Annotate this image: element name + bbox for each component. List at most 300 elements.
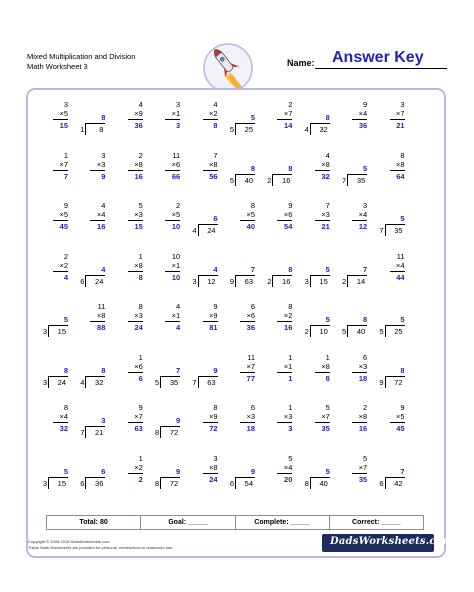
factor-b: 3	[325, 210, 330, 219]
factor-b: 4	[288, 462, 293, 472]
answer-value: 18	[358, 373, 368, 383]
divisor: 3	[42, 478, 47, 488]
answer-value: 7	[363, 264, 368, 274]
operator-symbol: ×	[321, 412, 326, 421]
factor-b-row	[321, 160, 330, 169]
factor-b-row	[359, 362, 368, 371]
answer-bar	[277, 220, 292, 221]
answer-value: 6	[101, 466, 106, 476]
answer-bar	[277, 372, 292, 373]
divisor: 2	[304, 327, 309, 336]
multiplication-problem	[369, 250, 405, 292]
dividend: 72	[394, 377, 403, 387]
factor-a: 7	[325, 201, 330, 210]
answer-value: 45	[396, 424, 405, 433]
multiplication-problem	[144, 300, 180, 342]
answer-value: 8	[101, 365, 106, 375]
answer-bar	[53, 220, 68, 221]
factor-b-row	[321, 412, 330, 421]
factor-b-row	[59, 412, 68, 421]
divisor: 6	[80, 276, 85, 286]
factor-b: 1	[176, 109, 181, 118]
factor-b: 1	[288, 361, 293, 371]
factor-b-row	[97, 160, 106, 169]
answer-key-label: Answer Key	[332, 49, 424, 66]
operator-symbol: ×	[283, 210, 289, 219]
factor-b: 7	[250, 361, 255, 371]
factor-a: 4	[325, 150, 330, 160]
answer-value: 4	[176, 323, 181, 332]
division-problem	[294, 250, 330, 292]
factor-b-row	[97, 210, 106, 219]
answer-value: 63	[134, 424, 143, 433]
answer-value: 77	[246, 373, 255, 383]
dividend: 12	[207, 276, 216, 286]
dividend: 8	[99, 125, 104, 134]
factor-b-row	[209, 160, 218, 169]
factor-b: 8	[325, 159, 330, 169]
factor-b-row	[134, 311, 143, 320]
operator-symbol: ×	[246, 311, 251, 320]
operator-symbol: ×	[134, 109, 139, 118]
factor-b-row	[134, 362, 143, 371]
division-problem	[182, 250, 218, 292]
answer-value: 20	[284, 474, 293, 484]
answer-value: 8	[213, 121, 218, 130]
multiplication-problem	[369, 98, 405, 140]
factor-b-row	[284, 311, 293, 320]
answer-value: 8	[325, 113, 330, 122]
total-cell: Total: 80	[47, 516, 141, 529]
division-problem	[219, 149, 255, 191]
dividend: 10	[319, 327, 328, 336]
factor-a: 8	[250, 201, 255, 210]
multiplication-problem	[182, 401, 218, 443]
answer-value: 35	[358, 474, 368, 484]
answer-value: 2	[138, 474, 143, 484]
answer-value: 44	[396, 272, 405, 282]
answer-value: 1	[288, 373, 293, 383]
division-problem	[219, 452, 255, 494]
multiplication-problem	[32, 401, 68, 443]
answer-value: 24	[134, 323, 143, 332]
division-problem	[369, 351, 405, 393]
correct-cell[interactable]: Correct: _____	[352, 519, 401, 526]
dividend: 14	[356, 276, 366, 286]
answer-value: 15	[59, 121, 68, 130]
answer-bar	[165, 271, 180, 272]
factor-a: 5	[363, 453, 368, 463]
factor-a: 2	[288, 100, 293, 109]
site-logo	[322, 534, 454, 552]
answer-value: 15	[134, 222, 143, 231]
dividend: 24	[57, 377, 66, 387]
factor-a: 1	[138, 352, 143, 362]
operator-symbol: ×	[396, 260, 401, 270]
answer-value: 36	[134, 121, 143, 130]
divisor: 1	[80, 125, 85, 134]
answer-value: 66	[171, 171, 181, 181]
name-field-line[interactable]	[315, 68, 447, 69]
factor-b: 7	[288, 109, 293, 118]
operator-symbol: ×	[209, 311, 214, 320]
operator-symbol: ×	[396, 412, 401, 421]
multiplication-problem	[256, 401, 292, 443]
divisor: 4	[80, 377, 85, 387]
factor-b-row	[59, 109, 68, 118]
division-problem	[182, 351, 218, 393]
division-problem	[69, 250, 105, 292]
answer-value: 9	[101, 171, 106, 181]
factor-b-row	[59, 210, 68, 219]
divisor: 3	[42, 377, 47, 387]
divisor: 8	[155, 428, 160, 437]
factor-b: 4	[400, 260, 405, 270]
answer-bar	[128, 271, 143, 272]
answer-value: 7	[176, 365, 181, 375]
answer-value: 8	[250, 163, 255, 173]
multiplication-problem	[32, 250, 68, 292]
dividend: 54	[244, 478, 253, 488]
division-problem	[331, 300, 367, 342]
factor-b: 8	[138, 260, 143, 270]
operator-symbol: ×	[96, 311, 102, 320]
multiplication-problem	[107, 452, 143, 494]
divisor: 3	[42, 327, 47, 336]
division-problem	[256, 250, 292, 292]
operator-symbol: ×	[396, 109, 401, 118]
answer-value: 3	[101, 416, 106, 425]
answer-bar	[53, 119, 68, 120]
answer-bar	[277, 473, 292, 474]
answer-value: 8	[63, 365, 68, 375]
answer-value: 32	[321, 171, 330, 181]
operator-symbol: ×	[358, 462, 364, 472]
operator-symbol: ×	[246, 412, 251, 421]
factor-b: 5	[400, 412, 405, 421]
operator-symbol: ×	[209, 159, 214, 169]
answer-bar	[240, 321, 255, 322]
answer-value: 10	[171, 272, 181, 282]
factor-a: 9	[363, 100, 368, 109]
operator-symbol: ×	[134, 412, 139, 421]
division-problem	[369, 199, 405, 241]
usage-text: These Math Worksheets are provided for personal, homeschool or classroom use.	[28, 545, 174, 550]
answer-bar	[165, 220, 180, 221]
operator-symbol: ×	[283, 361, 289, 371]
factor-b-row	[172, 311, 181, 320]
factor-a: 5	[288, 453, 293, 463]
factor-b-row	[284, 109, 293, 118]
answer-value: 5	[325, 264, 330, 274]
answer-bar	[90, 220, 105, 221]
answer-value: 5	[63, 315, 68, 324]
factor-b-row	[172, 109, 181, 118]
dividend: 21	[95, 428, 104, 437]
answer-bar	[203, 170, 218, 171]
division-problem	[69, 351, 105, 393]
factor-a: 5	[325, 403, 330, 412]
factor-b-row	[209, 109, 218, 118]
factor-b: 8	[213, 159, 218, 169]
answer-value: 81	[209, 323, 218, 332]
answer-value: 8	[138, 272, 143, 282]
factor-b-row	[59, 261, 68, 270]
dividend: 15	[57, 327, 66, 336]
division-problem	[144, 351, 180, 393]
factor-b-row	[246, 412, 255, 421]
multiplication-problem	[107, 149, 143, 191]
factor-b-row	[359, 463, 368, 472]
factor-b: 7	[325, 412, 330, 421]
answer-bar	[315, 170, 330, 171]
answer-bar	[390, 271, 405, 272]
factor-a: 1	[288, 352, 293, 362]
factor-b-row	[97, 311, 106, 320]
multiplication-problem	[331, 199, 367, 241]
operator-symbol: ×	[283, 462, 289, 472]
division-problem	[32, 300, 68, 342]
divisor: 8	[304, 478, 309, 488]
factor-b-row	[321, 362, 330, 371]
worksheet-title: Mixed Multiplication and Division	[27, 52, 136, 61]
factor-b: 9	[213, 412, 218, 421]
answer-value: 9	[213, 365, 218, 375]
factor-a: 9	[400, 403, 405, 412]
operator-symbol: ×	[171, 159, 177, 169]
answer-value: 21	[396, 121, 405, 130]
answer-value: 64	[396, 171, 405, 181]
operator-symbol: ×	[283, 311, 289, 320]
factor-b-row	[284, 362, 293, 371]
dividend: 24	[207, 226, 216, 235]
answer-value: 88	[97, 323, 106, 332]
dividend: 25	[244, 125, 253, 134]
answer-value: 8	[400, 365, 405, 375]
factor-b: 3	[101, 159, 106, 169]
operator-symbol: ×	[171, 109, 177, 118]
factor-b-row	[359, 109, 368, 118]
problem-grid	[32, 98, 406, 498]
answer-value: 14	[284, 121, 293, 130]
division-problem	[369, 452, 405, 494]
factor-a: 3	[213, 453, 218, 463]
factor-b: 1	[176, 311, 181, 320]
divisor: 5	[342, 327, 347, 336]
division-problem	[294, 452, 330, 494]
answer-bar	[315, 220, 330, 221]
operator-symbol: ×	[321, 159, 326, 169]
operator-symbol: ×	[396, 159, 401, 169]
dividend: 16	[282, 276, 291, 286]
factor-a: 8	[400, 150, 405, 160]
operator-symbol: ×	[134, 260, 139, 270]
factor-a: 7	[213, 150, 218, 160]
operator-symbol: ×	[59, 109, 64, 118]
answer-value: 6	[213, 214, 218, 223]
division-problem	[182, 199, 218, 241]
dividend: 24	[95, 276, 104, 286]
answer-value: 5	[363, 163, 368, 173]
multiplication-problem	[144, 149, 180, 191]
factor-a: 9	[288, 201, 293, 210]
factor-a: 8	[138, 302, 143, 311]
answer-bar	[53, 271, 68, 272]
answer-bar	[390, 119, 405, 120]
answer-value: 3	[288, 424, 293, 433]
factor-a: 3	[63, 100, 68, 109]
operator-symbol: ×	[134, 159, 139, 169]
operator-symbol: ×	[96, 210, 102, 219]
operator-symbol: ×	[358, 361, 364, 371]
divisor: 7	[192, 377, 197, 387]
factor-b-row	[134, 210, 143, 219]
divisor: 2	[267, 276, 272, 286]
goal-cell[interactable]: Goal: _____	[141, 516, 235, 529]
answer-bar	[53, 422, 68, 423]
factor-b: 7	[63, 159, 68, 169]
answer-value: 18	[246, 424, 255, 433]
answer-value: 9	[176, 466, 181, 476]
factor-b-row	[134, 463, 143, 472]
answer-value: 7	[400, 466, 405, 476]
divisor: 9	[229, 276, 234, 286]
answer-value: 4	[63, 272, 68, 282]
answer-bar	[352, 372, 367, 373]
answer-bar	[240, 372, 255, 373]
operator-symbol: ×	[209, 412, 214, 421]
factor-a: 6	[250, 403, 255, 412]
factor-b: 2	[63, 260, 68, 270]
multiplication-problem	[331, 351, 367, 393]
multiplication-problem	[256, 300, 292, 342]
answer-value: 4	[213, 264, 218, 274]
answer-bar	[315, 372, 330, 373]
operator-symbol: ×	[358, 109, 364, 118]
division-problem	[294, 300, 330, 342]
operator-symbol: ×	[358, 210, 364, 219]
division-problem	[144, 401, 180, 443]
factor-a: 8	[213, 403, 218, 412]
dividend: 16	[282, 175, 291, 185]
copyright-text: Copyright © 2008-2018 DadsWorksheets.com	[28, 539, 110, 544]
factor-b: 8	[138, 159, 143, 169]
factor-b: 3	[288, 412, 293, 421]
division-problem	[144, 452, 180, 494]
dividend: 40	[319, 478, 328, 488]
answer-value: 8	[101, 113, 106, 122]
multiplication-problem	[182, 300, 218, 342]
complete-cell[interactable]: Complete: _____	[236, 516, 330, 529]
answer-value: 9	[250, 466, 255, 476]
answer-bar	[203, 422, 218, 423]
operator-symbol: ×	[171, 260, 177, 270]
operator-symbol: ×	[283, 412, 289, 421]
divisor: 7	[379, 226, 384, 235]
answer-value: 5	[325, 466, 330, 476]
operator-symbol: ×	[246, 210, 251, 219]
factor-b: 2	[288, 311, 293, 320]
factor-b-row	[246, 210, 255, 219]
divisor: 5	[229, 125, 234, 134]
factor-a: 4	[213, 100, 218, 109]
factor-b: 3	[138, 210, 143, 219]
factor-b: 8	[325, 361, 330, 371]
factor-b-row	[134, 261, 143, 270]
multiplication-problem	[219, 199, 255, 241]
factor-b: 2	[213, 109, 218, 118]
factor-b-row	[246, 362, 255, 371]
factor-a: 9	[213, 302, 218, 311]
factor-b-row	[396, 412, 405, 421]
answer-bar	[352, 473, 367, 474]
operator-symbol: ×	[59, 159, 64, 169]
dividend: 63	[207, 377, 216, 387]
factor-a: 8	[63, 403, 68, 412]
factor-a: 3	[176, 100, 181, 109]
answer-bar	[90, 170, 105, 171]
multiplication-problem	[144, 98, 180, 140]
dividend: 32	[319, 125, 328, 134]
answer-bar	[315, 422, 330, 423]
factor-b: 8	[101, 311, 106, 320]
factor-b-row	[396, 261, 405, 270]
factor-b-row	[172, 210, 181, 219]
factor-b-row	[284, 463, 293, 472]
multiplication-problem	[256, 199, 292, 241]
answer-bar	[203, 119, 218, 120]
multiplication-problem	[294, 351, 330, 393]
answer-bar	[165, 170, 180, 171]
factor-a: 2	[176, 201, 181, 210]
logo-text: DadsWorksheets.com	[330, 536, 454, 547]
division-problem	[69, 401, 105, 443]
multiplication-problem	[107, 199, 143, 241]
factor-b-row	[396, 109, 405, 118]
factor-a: 1	[138, 251, 143, 261]
answer-value: 40	[246, 222, 255, 231]
dividend: 15	[319, 276, 328, 286]
division-problem	[256, 149, 292, 191]
factor-b-row	[321, 210, 330, 219]
answer-value: 16	[97, 222, 106, 231]
answer-bar	[277, 119, 292, 120]
factor-a: 2	[363, 403, 368, 412]
division-problem	[369, 300, 405, 342]
factor-b: 8	[363, 412, 368, 421]
dividend: 72	[169, 478, 179, 488]
factor-b: 4	[63, 412, 68, 421]
factor-b: 7	[363, 462, 368, 472]
factor-b: 5	[63, 210, 68, 219]
operator-symbol: ×	[59, 210, 64, 219]
answer-value: 24	[209, 474, 218, 484]
factor-a: 11	[97, 302, 106, 311]
multiplication-problem	[182, 98, 218, 140]
factor-b: 9	[138, 109, 143, 118]
multiplication-problem	[256, 351, 292, 393]
answer-bar	[352, 220, 367, 221]
factor-a: 9	[138, 403, 143, 412]
divisor: 7	[342, 175, 347, 185]
factor-b: 5	[63, 109, 68, 118]
factor-b: 2	[138, 462, 143, 472]
operator-symbol: ×	[96, 159, 102, 169]
answer-value: 10	[171, 222, 181, 231]
multiplication-problem	[369, 149, 405, 191]
factor-b: 5	[250, 210, 255, 219]
divisor: 6	[379, 478, 384, 488]
